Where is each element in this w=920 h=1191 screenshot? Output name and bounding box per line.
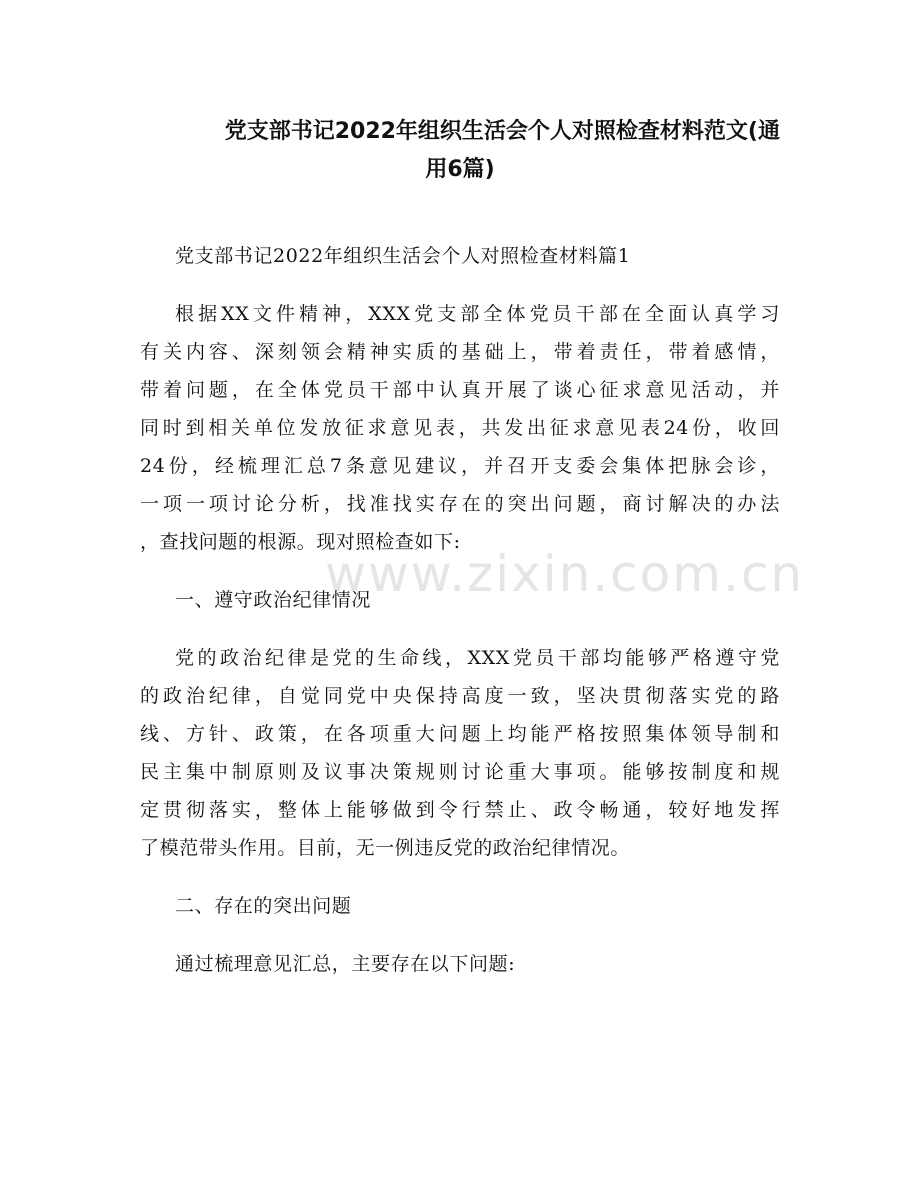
paragraph-1-line: 24份，经梳理汇总7条意见建议，并召开支委会集体把脉会诊， xyxy=(140,455,780,477)
section-heading-2: 二、存在的突出问题 xyxy=(175,895,352,917)
paragraph-1-line: ，查找问题的根源。现对照检查如下: xyxy=(140,531,461,553)
watermark-text: www.zixin.com.cn xyxy=(325,545,805,603)
paragraph-1-line: 带着问题，在全体党员干部中认真开展了谈心征求意见活动，并 xyxy=(140,379,780,401)
document-title-line-1: 党支部书记2022年组织生活会个人对照检查材料范文(通 xyxy=(224,119,780,144)
paragraph-2-line: 民主集中制原则及议事决策规则讨论重大事项。能够按制度和规 xyxy=(140,761,780,783)
paragraph-1-line: 同时到相关单位发放征求意见表，共发出征求意见表24份，收回 xyxy=(140,417,780,439)
section-heading-1: 一、遵守政治纪律情况 xyxy=(175,589,372,611)
paragraph-2-line: 了模范带头作用。目前，无一例违反党的政治纪律情况。 xyxy=(140,837,631,859)
paragraph-1-line: 有关内容、深刻领会精神实质的基础上，带着责任，带着感情， xyxy=(140,341,780,363)
paragraph-1-line: 根据XX文件精神，XXX党支部全体党员干部在全面认真学习 xyxy=(175,303,780,325)
paragraph-2-line: 定贯彻落实，整体上能够做到令行禁止、政令畅通，较好地发挥 xyxy=(140,799,780,821)
section-subtitle: 党支部书记2022年组织生活会个人对照检查材料篇1 xyxy=(175,245,631,267)
paragraph-2-line: 线、方针、政策，在各项重大问题上均能严格按照集体领导制和 xyxy=(140,723,780,745)
document-title-line-2: 用6篇) xyxy=(425,157,495,182)
paragraph-3: 通过梳理意见汇总，主要存在以下问题: xyxy=(175,953,516,975)
paragraph-1-line: 一项一项讨论分析，找准找实存在的突出问题，商讨解决的办法 xyxy=(140,493,780,515)
paragraph-2-line: 党的政治纪律是党的生命线，XXX党员干部均能够严格遵守党 xyxy=(175,647,780,669)
paragraph-2-line: 的政治纪律，自觉同党中央保持高度一致，坚决贯彻落实党的路 xyxy=(140,685,780,707)
